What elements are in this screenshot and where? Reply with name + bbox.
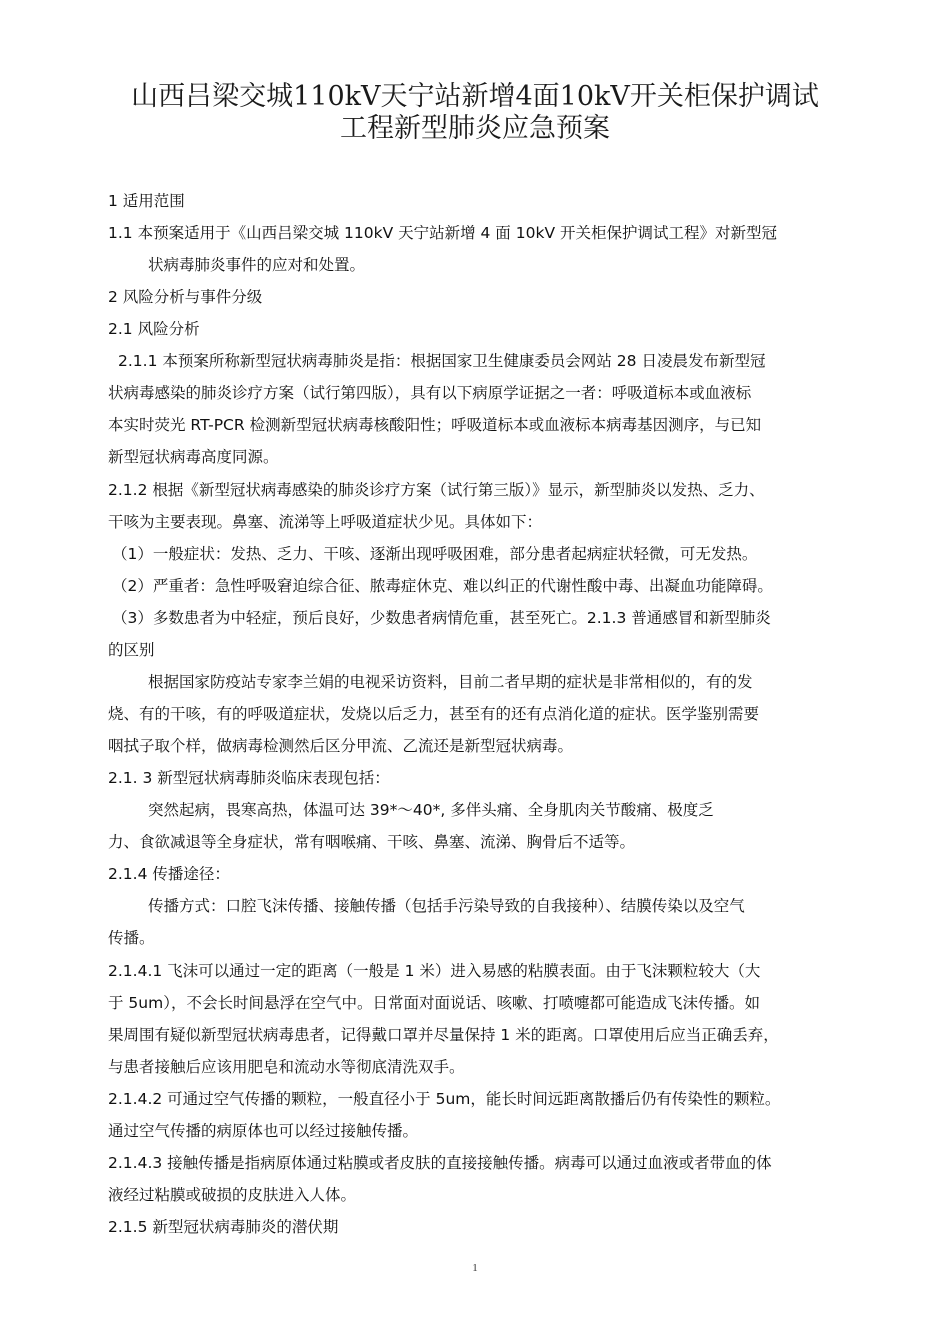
paragraph-line: 本实时荧光 RT-PCR 检测新型冠状病毒核酸阳性；呼吸道标本或血液标本病毒基因测序，与已知	[108, 416, 762, 434]
paragraph-line: 液经过粘膜或破损的皮肤进入人体。	[108, 1186, 357, 1204]
heading-scope: 1 适用范围	[108, 192, 185, 210]
paragraph-line: 2.1.4.1 飞沫可以通过一定的距离（一般是 1 米）进入易感的粘膜表面。由于飞沫颗粒较大（大	[108, 962, 761, 980]
subheading-risk-analysis: 2.1 风险分析	[108, 320, 200, 338]
paragraph-line: 2.1.2 根据《新型冠状病毒感染的肺炎诊疗方案（试行第三版）》显示，新型肺炎以发热、乏力、	[108, 481, 765, 499]
paragraph-line: 状病毒感染的肺炎诊疗方案（试行第四版），具有以下病原学证据之一者：呼吸道标本或血液标	[108, 384, 752, 402]
paragraph-line: 根据国家防疫站专家李兰娟的电视采访资料，目前二者早期的症状是非常相似的，有的发	[148, 673, 753, 691]
paragraph-line: 干咳为主要表现。鼻塞、流涕等上呼吸道症状少见。具体如下：	[108, 513, 543, 531]
paragraph-line: 烧、有的干咳，有的呼吸道症状，发烧以后乏力，甚至有的还有点消化道的症状。医学鉴别需要	[108, 705, 760, 723]
paragraph-line: 于 5um），不会长时间悬浮在空气中。日常面对面说话、咳嗽、打喷嚏都可能造成飞沫传播。如	[108, 994, 760, 1012]
paragraph-line: 2.1.4.3 接触传播是指病原体通过粘膜或者皮肤的直接接触传播。病毒可以通过血液或者带血的体	[108, 1154, 772, 1172]
paragraph-line: 传播。	[108, 929, 155, 947]
document-title-line-1: 山西吕梁交城110kV天宁站新增4面10kV开关柜保护调试	[131, 81, 819, 112]
paragraph-line: 果周围有疑似新型冠状病毒患者，记得戴口罩并尽量保持 1 米的距离。口罩使用后应当正确丢弃，	[108, 1026, 779, 1044]
paragraph-line: 新型冠状病毒高度同源。	[108, 448, 279, 466]
subheading-transmission: 2.1.4 传播途径：	[108, 865, 230, 883]
subheading-clinical: 2.1. 3 新型冠状病毒肺炎临床表现包括：	[108, 769, 390, 787]
paragraph-line: 通过空气传播的病原体也可以经过接触传播。	[108, 1122, 419, 1140]
paragraph-line: 突然起病，畏寒高热，体温可达 39*〜40*, 多伴头痛、全身肌肉关节酸痛、极度乏	[148, 801, 714, 819]
paragraph-line: 状病毒肺炎事件的应对和处置。	[148, 256, 366, 274]
paragraph-line: 2.1.4.2 可通过空气传播的颗粒，一般直径小于 5um，能长时间远距离散播后仍有传染性的颗粒。	[108, 1090, 781, 1108]
list-item: （3）多数患者为中轻症，预后良好，少数患者病情危重，甚至死亡。2.1.3 普通感冒和新型肺炎	[112, 609, 771, 627]
document-title-line-2: 工程新型肺炎应急预案	[340, 113, 610, 144]
paragraph-line: 咽拭子取个样，做病毒检测然后区分甲流、乙流还是新型冠状病毒。	[108, 737, 574, 755]
paragraph-line: 的区别	[108, 641, 155, 659]
paragraph-line: 2.1.1 本预案所称新型冠状病毒肺炎是指：根据国家卫生健康委员会网站 28 日凌晨发布新型冠	[118, 352, 766, 370]
list-item: （2）严重者：急性呼吸窘迫综合征、脓毒症休克、难以纠正的代谢性酸中毒、出凝血功能障碍。	[112, 577, 773, 595]
paragraph-line: 1.1 本预案适用于《山西吕梁交城 110kV 天宁站新增 4 面 10kV 开关柜保护调试工程》对新型冠	[108, 224, 777, 242]
paragraph-line: 传播方式：口腔飞沫传播、接触传播（包括手污染导致的自我接种）、结膜传染以及空气	[148, 897, 745, 915]
list-item: （1）一般症状：发热、乏力、干咳、逐渐出现呼吸困难，部分患者起病症状轻微，可无发热。	[112, 545, 758, 563]
paragraph-line: 与患者接触后应该用肥皂和流动水等彻底清洗双手。	[108, 1058, 465, 1076]
subheading-incubation: 2.1.5 新型冠状病毒肺炎的潜伏期	[108, 1218, 339, 1236]
heading-risk: 2 风险分析与事件分级	[108, 288, 263, 306]
page-number: 1	[472, 1262, 478, 1274]
paragraph-line: 力、食欲减退等全身症状，常有咽喉痛、干咳、鼻塞、流涕、胸骨后不适等。	[108, 833, 636, 851]
